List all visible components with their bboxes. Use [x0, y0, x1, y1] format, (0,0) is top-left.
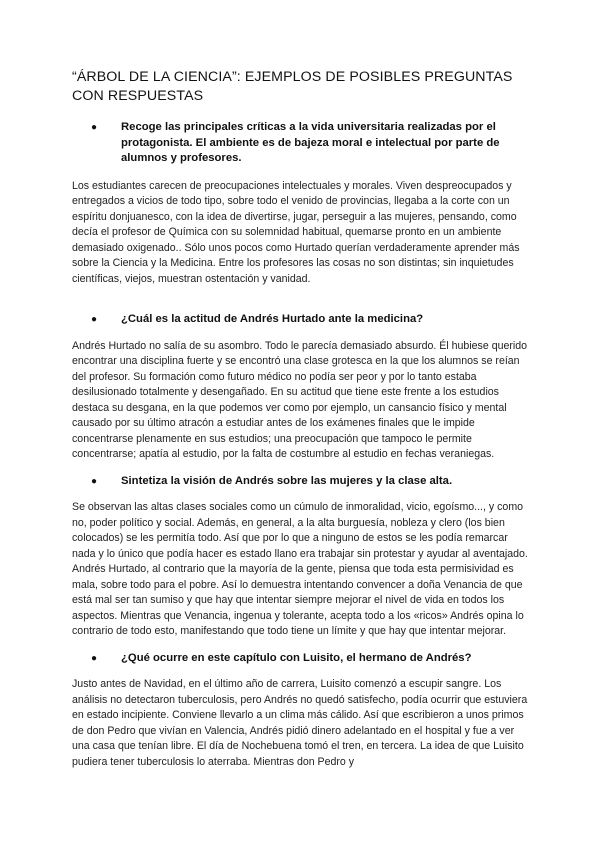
question-text: ¿Cuál es la actitud de Andrés Hurtado ante la medicina?	[121, 313, 424, 325]
bullet-icon: ●	[91, 652, 98, 664]
bullet-icon: ●	[91, 475, 98, 487]
question-3	[72, 474, 528, 490]
document-page	[72, 68, 528, 770]
question-text: Recoge las principales críticas a la vida universitaria realizadas por el protagonista. El ambiente es de bajeza moral e intelectual por parte de alumnos y profesores.	[121, 121, 500, 164]
answer-3: Se observan las altas clases sociales como un cúmulo de inmoralidad, vicio, egoísmo..., y como no, poder político y social. Además, en general, a la alta burguesía, nobleza y clero (los bien colocados) se les permitía todo. Así que por lo que a ninguno de estos se les podía remarcar nada y lo único que podía hacer es estado llano era trabajar sin protestar y ayudar al aventajado. Andrés Hurtado, al contrario que la mayoría de la gente, piensa que toda esta permisividad es mala, sobre todo para el pobre. Así lo demuestra intentando convencer a doña Venancia de que está mal ser tan sumiso y que hay que intentar siempre mejorar el nivel de vida en todos los aspectos. Mientras que Venancia, ingenua y tolerante, acepta todo a los «ricos» Andrés opina lo contrario de todo esto, manifestando que todo tiene un límite y que hay que intentar mejorar.	[72, 501, 528, 637]
question-text: Sintetiza la visión de Andrés sobre las mujeres y la clase alta.	[121, 474, 453, 487]
question-2	[72, 312, 528, 328]
answer-2: Andrés Hurtado no salía de su asombro. Todo le parecía demasiado absurdo. Él hubiese querido encontrar una disciplina fuerte y se encontró una clase grotesca en la que los alumnos se reían del profesor. Su formación como futuro médico no podía ser peor y por lo tanto estaba desilusionado totalmente y desengañado. En su actitud que tiene este frente a los estudios destaca su desgana, en la que podemos ver como por ejemplo, un cansancio físico y mental causado por su último atracón a estudiar antes de los exámenes finales que le impide concentrarse plenamente en sus estudios; una preocupación que tampoco le permite concentrarse; apatía al estudio, por la falta de costumbre al estudio en fechas veraniegas.	[72, 339, 528, 460]
question-4	[72, 651, 528, 667]
question-text: ¿Qué ocurre en este capítulo con Luisito, el hermano de Andrés?	[121, 651, 472, 664]
document-title: “ÁRBOL DE LA CIENCIA”: EJEMPLOS DE POSIBLES PREGUNTAS CON RESPUESTAS	[72, 69, 513, 104]
question-1	[72, 120, 528, 167]
answer-1: Los estudiantes carecen de preocupaciones intelectuales y morales. Viven despreocupados y entregados a vicios de todo tipo, sobre todo el venido de provincias, llegaba a la corte con un espíritu donjuanesco, con la idea de divertirse, jugar, perseguir a las mujeres, pensando, como decía el profesor de Química con su solemnidad habitual, quemarse pronto en un ambiente demasiado oxigenado.. Sólo unos pocos como Hurtado querían verdaderamente aprender más sobre la Ciencia y la Medicina. Entre los profesores las cosas no son distintas; sin inquietudes científicas, viejos, muestran ostentación y vanidad.	[72, 179, 520, 285]
answer-4: Justo antes de Navidad, en el último año de carrera, Luisito comenzó a escupir sangre. Los análisis no detectaron tuberculosis, pero Andrés no quedó satisfecho, podía ocurrir que estuviera en estado incipiente. Conviene llevarlo a un clima más cálido. Así que escribieron a unos primos de don Pedro que vivían en Valencia, Andrés pidió dinero adelantado en el hospital y fue a ver una casa que tenían libre. El día de Nochebuena tomó el tren, en tercera. La idea de que Luisito pudiera tener tuberculosis lo aterraba. Mientras don Pedro y	[72, 678, 528, 768]
bullet-icon: ●	[91, 122, 98, 133]
bullet-icon: ●	[91, 314, 98, 325]
